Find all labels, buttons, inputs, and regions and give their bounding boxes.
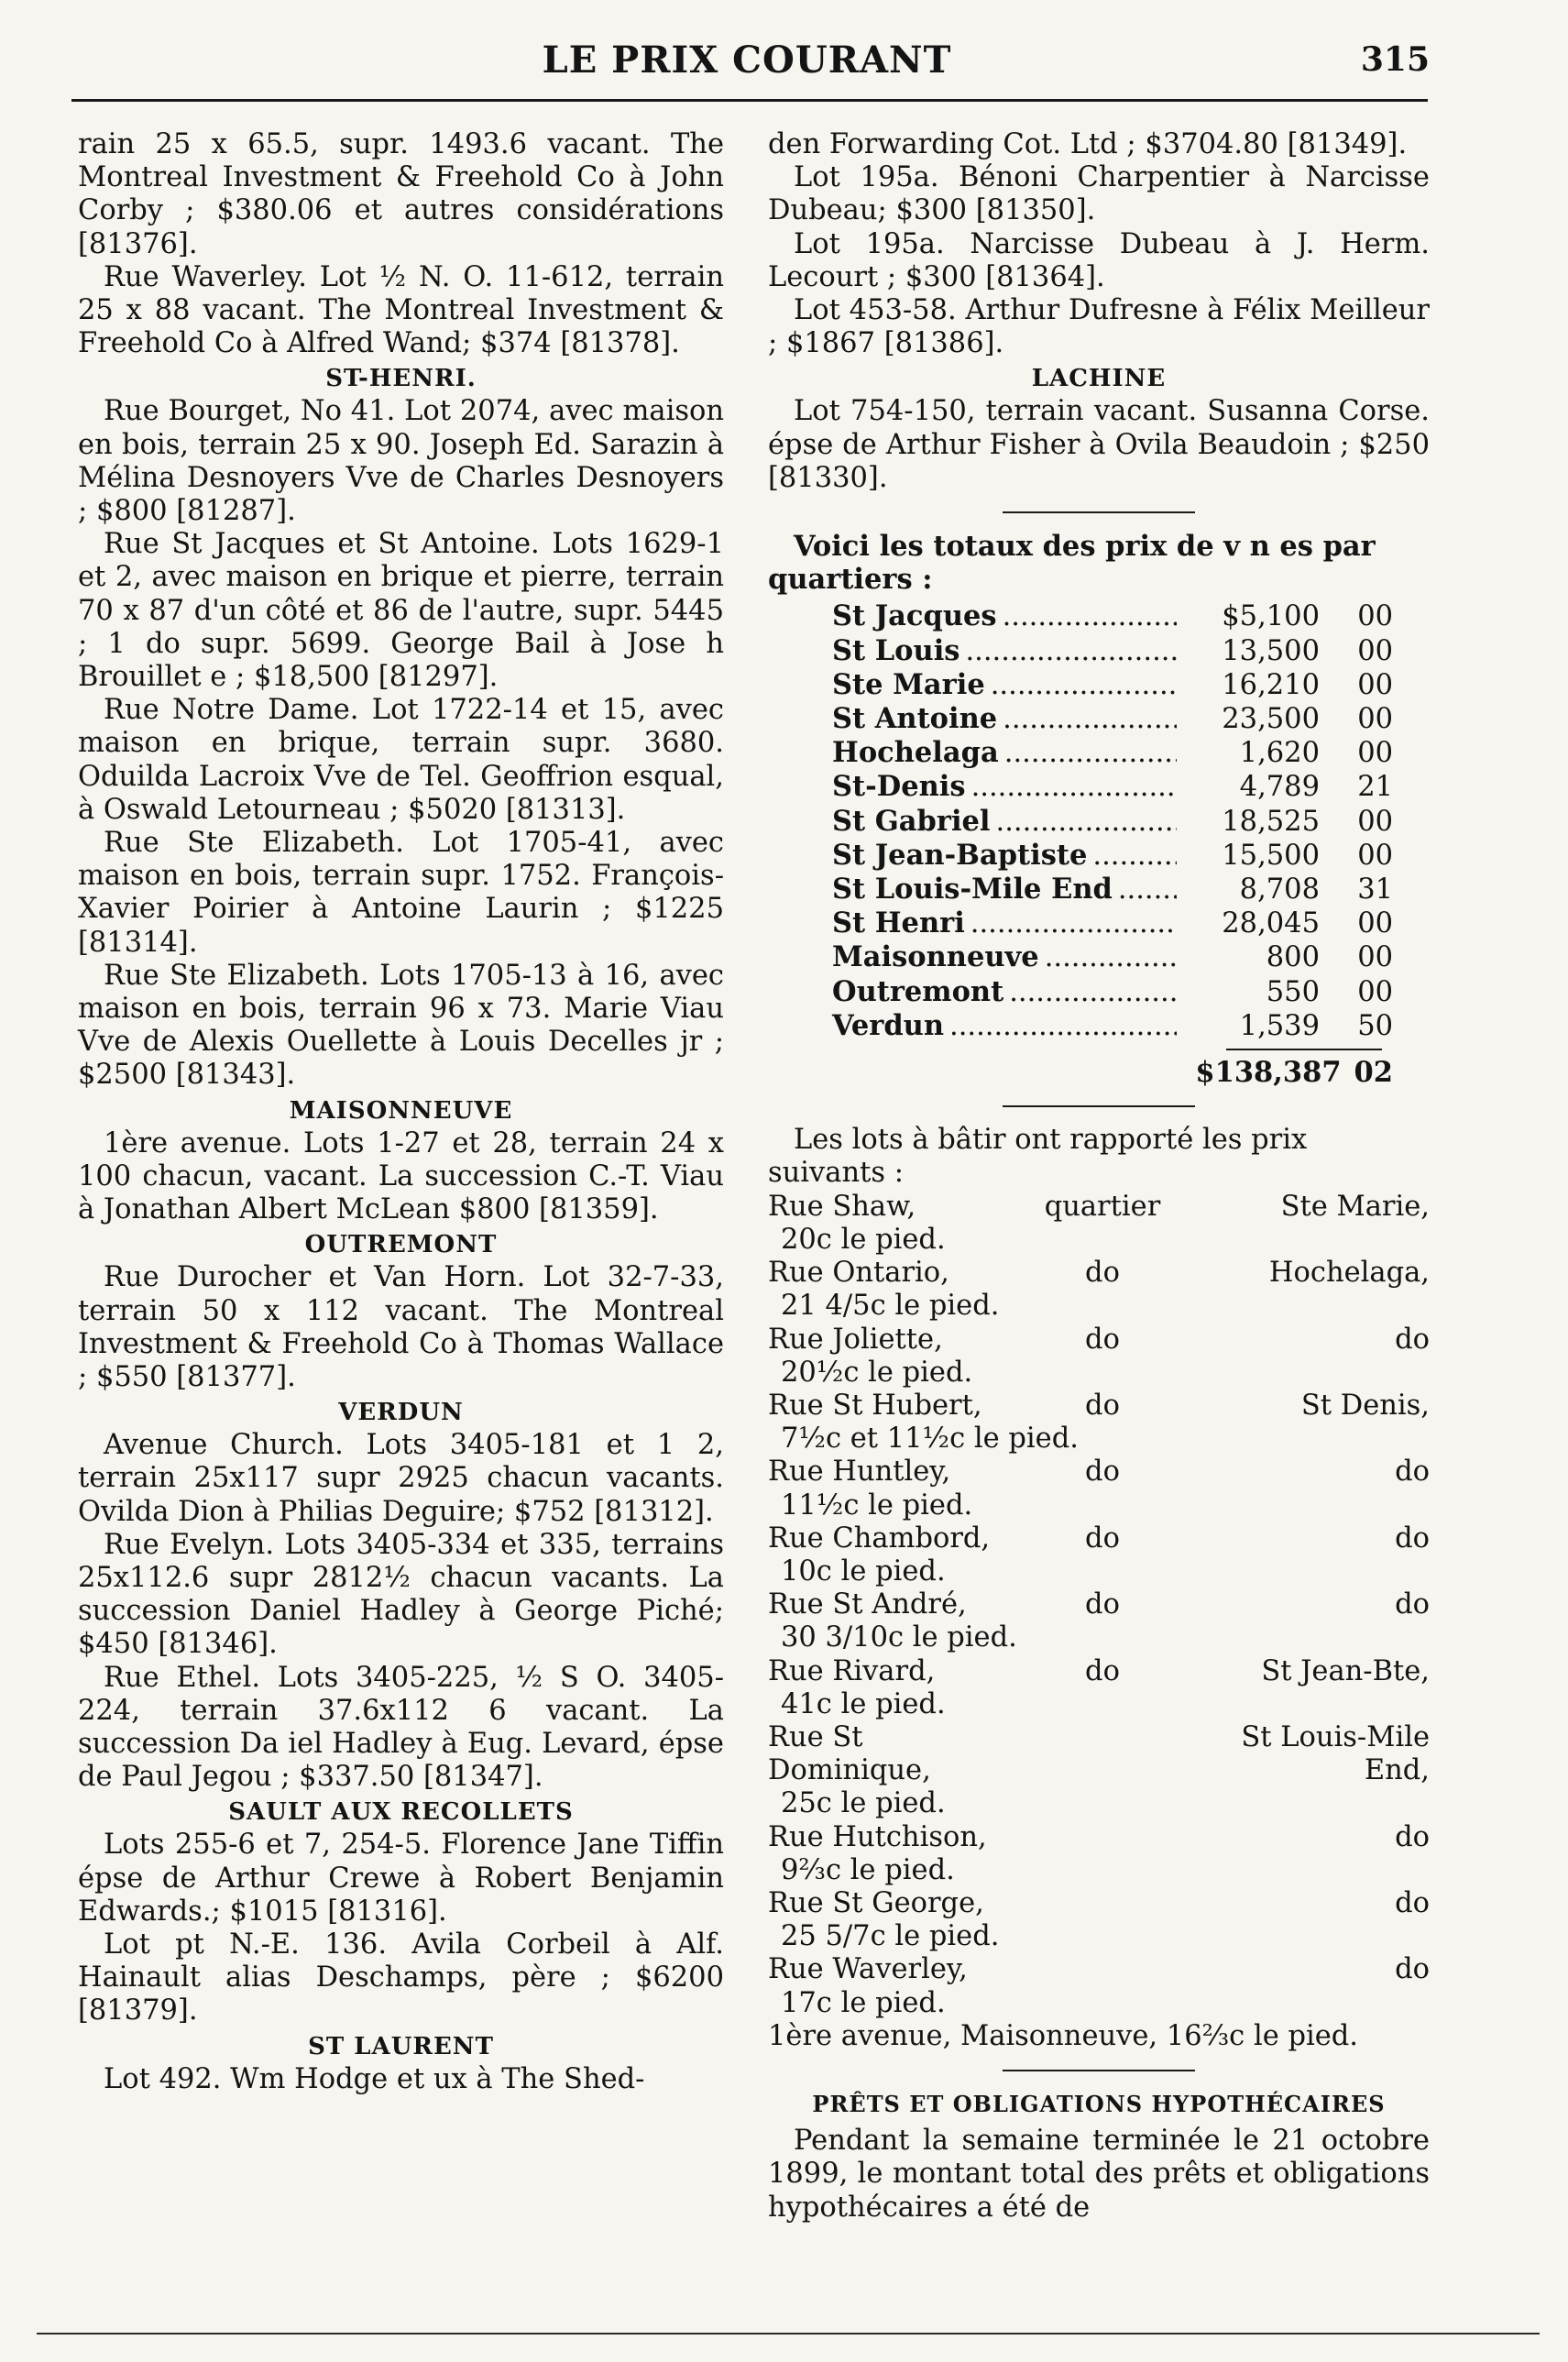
lot-quarter: do — [1395, 1323, 1430, 1356]
totals-row — [768, 873, 1430, 906]
quarter-name: St Henri — [832, 906, 965, 940]
quarter-value: 4,789 — [1239, 771, 1320, 804]
leader-dots — [949, 1010, 1177, 1043]
lot-row — [768, 1257, 1430, 1290]
quarter-name: St Louis — [832, 633, 960, 667]
lot-ditto: do — [1085, 1588, 1120, 1621]
leader-dots — [1003, 600, 1177, 633]
quarter-value: 23,500 — [1222, 703, 1320, 736]
lot-price: 25 5/7c le pied. — [781, 1920, 1000, 1953]
lot-row — [768, 1655, 1430, 1688]
section-heading: SAULT AUX RECOLLETS — [228, 1798, 574, 1827]
listing-entry: Lot 754-150, terrain vacant. Susanna Corse. épse de Arthur Fisher à Ovila Beaudoin ; $250 [81330]. — [768, 395, 1430, 494]
totals-row — [768, 634, 1430, 668]
lot-street: Rue Rivard, — [768, 1654, 936, 1687]
lot-street: Rue Joliette, — [768, 1323, 943, 1356]
totals-row — [768, 975, 1430, 1009]
lot-street: Rue St Dominique, — [768, 1720, 931, 1787]
quarter-value: 8,708 — [1239, 873, 1320, 906]
quarter-cents: 31 — [1357, 873, 1393, 906]
quarter-value: 800 — [1266, 941, 1320, 974]
listing-entry: rain 25 x 65.5, supr. 1493.6 vacant. The Montreal Investment & Freehold Co à John Corby ; $380.06 et autres considérations [81376]. — [78, 128, 724, 260]
lot-quarter: do — [1395, 1953, 1430, 1986]
lot-price: 21 4/5c le pied. — [781, 1290, 1000, 1323]
section-heading: MAISONNEUVE — [289, 1096, 513, 1125]
listing-entry: Lot 453-58. Arthur Dufresne à Félix Meilleur ; $1867 [81386]. — [768, 294, 1430, 360]
quarter-name: Maisonneuve — [832, 940, 1039, 974]
quarter-cents: 00 — [1357, 907, 1393, 940]
totals-row — [768, 770, 1430, 804]
quarter-name: St Jacques — [832, 599, 997, 633]
left-column — [78, 128, 724, 2096]
lot-street: Rue St Hubert, — [768, 1389, 982, 1422]
section-heading: ST LAURENT — [308, 2032, 494, 2060]
totals-row — [768, 805, 1430, 839]
listing-entry: Rue Evelyn. Lots 3405-334 et 335, terrains 25x112.6 supr 2812½ chacun vacants. La succession Daniel Hadley à George Piché; $450 [81346]. — [78, 1528, 724, 1661]
separator-rule — [1003, 2070, 1195, 2071]
lot-price: 11½c le pied. — [781, 1489, 973, 1522]
listing-entry: Avenue Church. Lots 3405-181 et 1 2, terrain 25x117 supr 2925 chacun vacants. Ovilda Dion à Philias Deguire; $752 [81312]. — [78, 1429, 724, 1528]
quarter-cents: 21 — [1357, 771, 1393, 804]
lot-price: 30 3/10c le pied. — [781, 1621, 1017, 1654]
lot-quarter: Ste Marie, — [1280, 1190, 1430, 1223]
lot-row — [768, 1887, 1430, 1920]
lot-ditto — [1034, 1953, 1171, 1986]
lot-ditto — [1034, 1821, 1171, 1854]
quarter-value: 15,500 — [1222, 839, 1320, 872]
lot-price: 20c le pied. — [781, 1223, 946, 1256]
totals-rule — [1226, 1049, 1382, 1050]
quarter-cents: 00 — [1357, 634, 1393, 667]
leader-dots — [1009, 976, 1177, 1009]
quarter-cents: 50 — [1357, 1009, 1393, 1042]
lot-street: Rue St André, — [768, 1588, 967, 1621]
quarter-name: Outremont — [832, 974, 1004, 1008]
lot-ditto: do — [1085, 1456, 1120, 1489]
lot-quarter: do — [1395, 1522, 1430, 1555]
prets-text: Pendant la semaine terminée le 21 octobre 1899, le montant total des prêts et obligations hypothécaires a été de — [768, 2125, 1430, 2224]
header-rule — [71, 99, 1428, 102]
quarter-cents: 00 — [1357, 703, 1393, 736]
lot-ditto: do — [1085, 1323, 1120, 1356]
lot-price: 9⅔c le pied. — [781, 1853, 955, 1886]
quarter-name: Verdun — [832, 1008, 945, 1042]
prets-heading: PRÊTS ET OBLIGATIONS HYPOTHÉCAIRES — [812, 2090, 1386, 2117]
right-top-entries — [768, 128, 1430, 495]
quarter-name: St Antoine — [832, 702, 998, 736]
lot-quarter: St Jean-Bte, — [1261, 1654, 1430, 1687]
lot-street: Rue Waverley, — [768, 1953, 968, 1986]
listing-entry: Rue Bourget, No 41. Lot 2074, avec maison en bois, terrain 25 x 90. Joseph Ed. Sarazin à Mélina Desnoyers Vve de Charles Desnoyers ; $800 [81287]. — [78, 395, 724, 528]
lots-intro: Les lots à bâtir ont rapporté les prix suivants : — [768, 1124, 1308, 1190]
listing-entry: Rue Durocher et Van Horn. Lot 32-7-33, terrain 50 x 112 vacant. The Montreal Investment & Freehold Co à Thomas Wallace ; $550 [81377]. — [78, 1261, 724, 1393]
quarter-cents: 00 — [1357, 600, 1393, 633]
lot-row — [768, 1191, 1430, 1224]
leader-dots — [996, 806, 1177, 839]
grand-total — [768, 1056, 1430, 1089]
separator-rule — [1003, 1105, 1195, 1107]
lot-quarter: St Louis-Mile End, — [1241, 1720, 1430, 1787]
quarter-name: St-Denis — [832, 770, 966, 804]
totals-row — [768, 702, 1430, 736]
lot-price: 41c le pied. — [781, 1687, 946, 1720]
lot-price: 20½c le pied. — [781, 1356, 973, 1389]
page-header — [64, 35, 1430, 90]
quarter-value: 18,525 — [1222, 805, 1320, 838]
lot-street: Rue Huntley, — [768, 1456, 951, 1489]
section-heading: LACHINE — [1031, 365, 1167, 393]
lot-ditto: quartier — [1044, 1190, 1161, 1223]
quarter-cents: 00 — [1357, 839, 1393, 872]
lot-quarter: do — [1395, 1456, 1430, 1489]
listing-entry: Rue Ethel. Lots 3405-225, ½ S O. 3405-224, terrain 37.6x112 6 vacant. La succession Da iel Hadley à Eug. Levard, épse de Paul Jegou ; $337.50 [81347]. — [78, 1661, 724, 1794]
lots-list — [768, 1191, 1430, 2020]
lot-ditto: do — [1085, 1654, 1120, 1687]
listing-entry: Lots 255-6 et 7, 254-5. Florence Jane Tiffin épse de Arthur Crewe à Robert Benjamin Edwards.; $1015 [81316]. — [78, 1829, 724, 1928]
leader-dots — [970, 907, 1177, 940]
quarter-name: St Louis-Mile End — [832, 873, 1113, 906]
quarter-name: Hochelaga — [832, 736, 999, 770]
quarter-cents: 00 — [1357, 941, 1393, 974]
lot-ditto: do — [1085, 1389, 1120, 1422]
lot-street: Rue St George, — [768, 1886, 984, 1919]
listing-entry: Lot 195a. Narcisse Dubeau à J. Herm. Lecourt ; $300 [81364]. — [768, 227, 1430, 293]
listing-entry: Lot 195a. Bénoni Charpentier à Narcisse Dubeau; $300 [81350]. — [768, 161, 1430, 227]
right-column — [768, 128, 1430, 2225]
page-number: 315 — [1360, 40, 1430, 79]
quarter-cents: 00 — [1357, 737, 1393, 770]
leader-dots — [1092, 840, 1177, 873]
listing-entry: Rue Ste Elizabeth. Lot 1705-41, avec maison en bois, terrain supr. 1752. François-Xavier Poirier à Antoine Laurin ; $1225 [81314]. — [78, 827, 724, 959]
grand-total-value: $138,387 — [1195, 1056, 1342, 1090]
lot-row — [768, 1456, 1430, 1489]
lot-row — [768, 1721, 1430, 1787]
lot-ditto — [1034, 1887, 1171, 1920]
lot-ditto — [1034, 1721, 1171, 1787]
lot-row — [768, 1588, 1430, 1621]
leader-dots — [1003, 703, 1177, 736]
quarter-name: Ste Marie — [832, 667, 985, 701]
lot-quarter: do — [1395, 1588, 1430, 1621]
separator-rule — [1003, 511, 1195, 513]
totals-intro: Voici les totaux des prix de v n es par quartiers : — [768, 530, 1376, 597]
quarter-cents: 00 — [1357, 805, 1393, 838]
totals-row — [768, 599, 1430, 633]
totals-row — [768, 839, 1430, 873]
lot-quarter: do — [1395, 1820, 1430, 1853]
quarter-value: 550 — [1266, 975, 1320, 1008]
lot-quarter: do — [1395, 1886, 1430, 1919]
lot-street: Rue Shaw, — [768, 1190, 916, 1223]
quarter-value: $5,100 — [1222, 600, 1320, 633]
leader-dots — [991, 669, 1177, 702]
listing-entry: 1ère avenue. Lots 1-27 et 28, terrain 24 x 100 chacun, vacant. La succession C.-T. Viau à Jonathan Albert McLean $800 [81359]. — [78, 1126, 724, 1226]
totals-row — [768, 736, 1430, 770]
quarter-value: 1,539 — [1239, 1009, 1320, 1042]
quarter-value: 1,620 — [1239, 737, 1320, 770]
listing-entry: Rue Ste Elizabeth. Lots 1705-13 à 16, avec maison en bois, terrain 96 x 73. Marie Viau Vve de Alexis Ouellette à Louis Decelles jr ; $2500 [81343]. — [78, 959, 724, 1092]
quarter-name: St Jean-Baptiste — [832, 838, 1088, 872]
section-heading: VERDUN — [338, 1399, 464, 1427]
quarter-value: 16,210 — [1222, 668, 1320, 701]
listing-entry: Rue St Jacques et St Antoine. Lots 1629-1 et 2, avec maison en brique et pierre, terrain 70 x 87 d'un côté et 86 de l'autre, supr. 5445 ; 1 do supr. 5699. George Bail à Jose h Brouillet e ; $18,500 [81297]. — [78, 528, 724, 694]
footer-rule — [37, 2333, 1540, 2335]
grand-total-cents: 02 — [1354, 1056, 1393, 1090]
section-heading: ST-HENRI. — [325, 365, 477, 393]
lot-ditto: do — [1085, 1257, 1120, 1290]
lot-row — [768, 1821, 1430, 1854]
quarter-cents: 00 — [1357, 975, 1393, 1008]
lot-price: 10c le pied. — [781, 1555, 946, 1587]
listing-entry: Lot 492. Wm Hodge et ux à The Shed- — [104, 2062, 645, 2095]
lot-street: Rue Hutchison, — [768, 1820, 987, 1853]
leader-dots — [965, 635, 1177, 668]
lot-price: 17c le pied. — [781, 1986, 946, 2019]
lot-quarter: Hochelaga, — [1268, 1257, 1430, 1290]
lot-street: Rue Ontario, — [768, 1257, 949, 1290]
listing-entry: den Forwarding Cot. Ltd ; $3704.80 [81349]. — [768, 128, 1408, 160]
leader-dots — [1118, 873, 1177, 906]
lot-price: 7½c et 11½c le pied. — [781, 1423, 1079, 1456]
lot-row — [768, 1522, 1430, 1555]
leader-dots — [1045, 941, 1177, 974]
lot-quarter: St Denis, — [1300, 1389, 1430, 1422]
leader-dots — [1004, 737, 1177, 770]
quarter-value: 28,045 — [1222, 907, 1320, 940]
section-heading: OUTREMONT — [304, 1231, 498, 1259]
totals-list — [768, 599, 1430, 1043]
lot-row — [768, 1953, 1430, 1986]
lot-street: Rue Chambord, — [768, 1522, 991, 1555]
totals-row — [768, 906, 1430, 940]
listing-entry: Rue Notre Dame. Lot 1722-14 et 15, avec maison en brique, terrain supr. 3680. Oduilda Lacroix Vve de Tel. Geoffrion esqual, à Oswald Letourneau ; $5020 [81313]. — [78, 694, 724, 826]
quarter-name: St Gabriel — [832, 804, 991, 838]
lot-price: 25c le pied. — [781, 1787, 946, 1820]
totals-row — [768, 668, 1430, 702]
lot-ditto: do — [1085, 1522, 1120, 1555]
lot-row — [768, 1390, 1430, 1423]
quarter-value: 13,500 — [1222, 634, 1320, 667]
lots-last-line: 1ère avenue, Maisonneuve, 16⅔c le pied. — [768, 2019, 1358, 2052]
totals-row — [768, 1009, 1430, 1043]
listing-entry: Rue Waverley. Lot ½ N. O. 11-612, terrain 25 x 88 vacant. The Montreal Investment & Freehold Co à Alfred Wand; $374 [81378]. — [78, 260, 724, 360]
leader-dots — [971, 771, 1177, 804]
quarter-cents: 00 — [1357, 668, 1393, 701]
listing-entry: Lot pt N.-E. 136. Avila Corbeil à Alf. Hainault alias Deschamps, père ; $6200 [81379]. — [78, 1928, 724, 2027]
lot-row — [768, 1324, 1430, 1357]
page-title: LE PRIX COURANT — [542, 38, 952, 82]
totals-row — [768, 940, 1430, 974]
